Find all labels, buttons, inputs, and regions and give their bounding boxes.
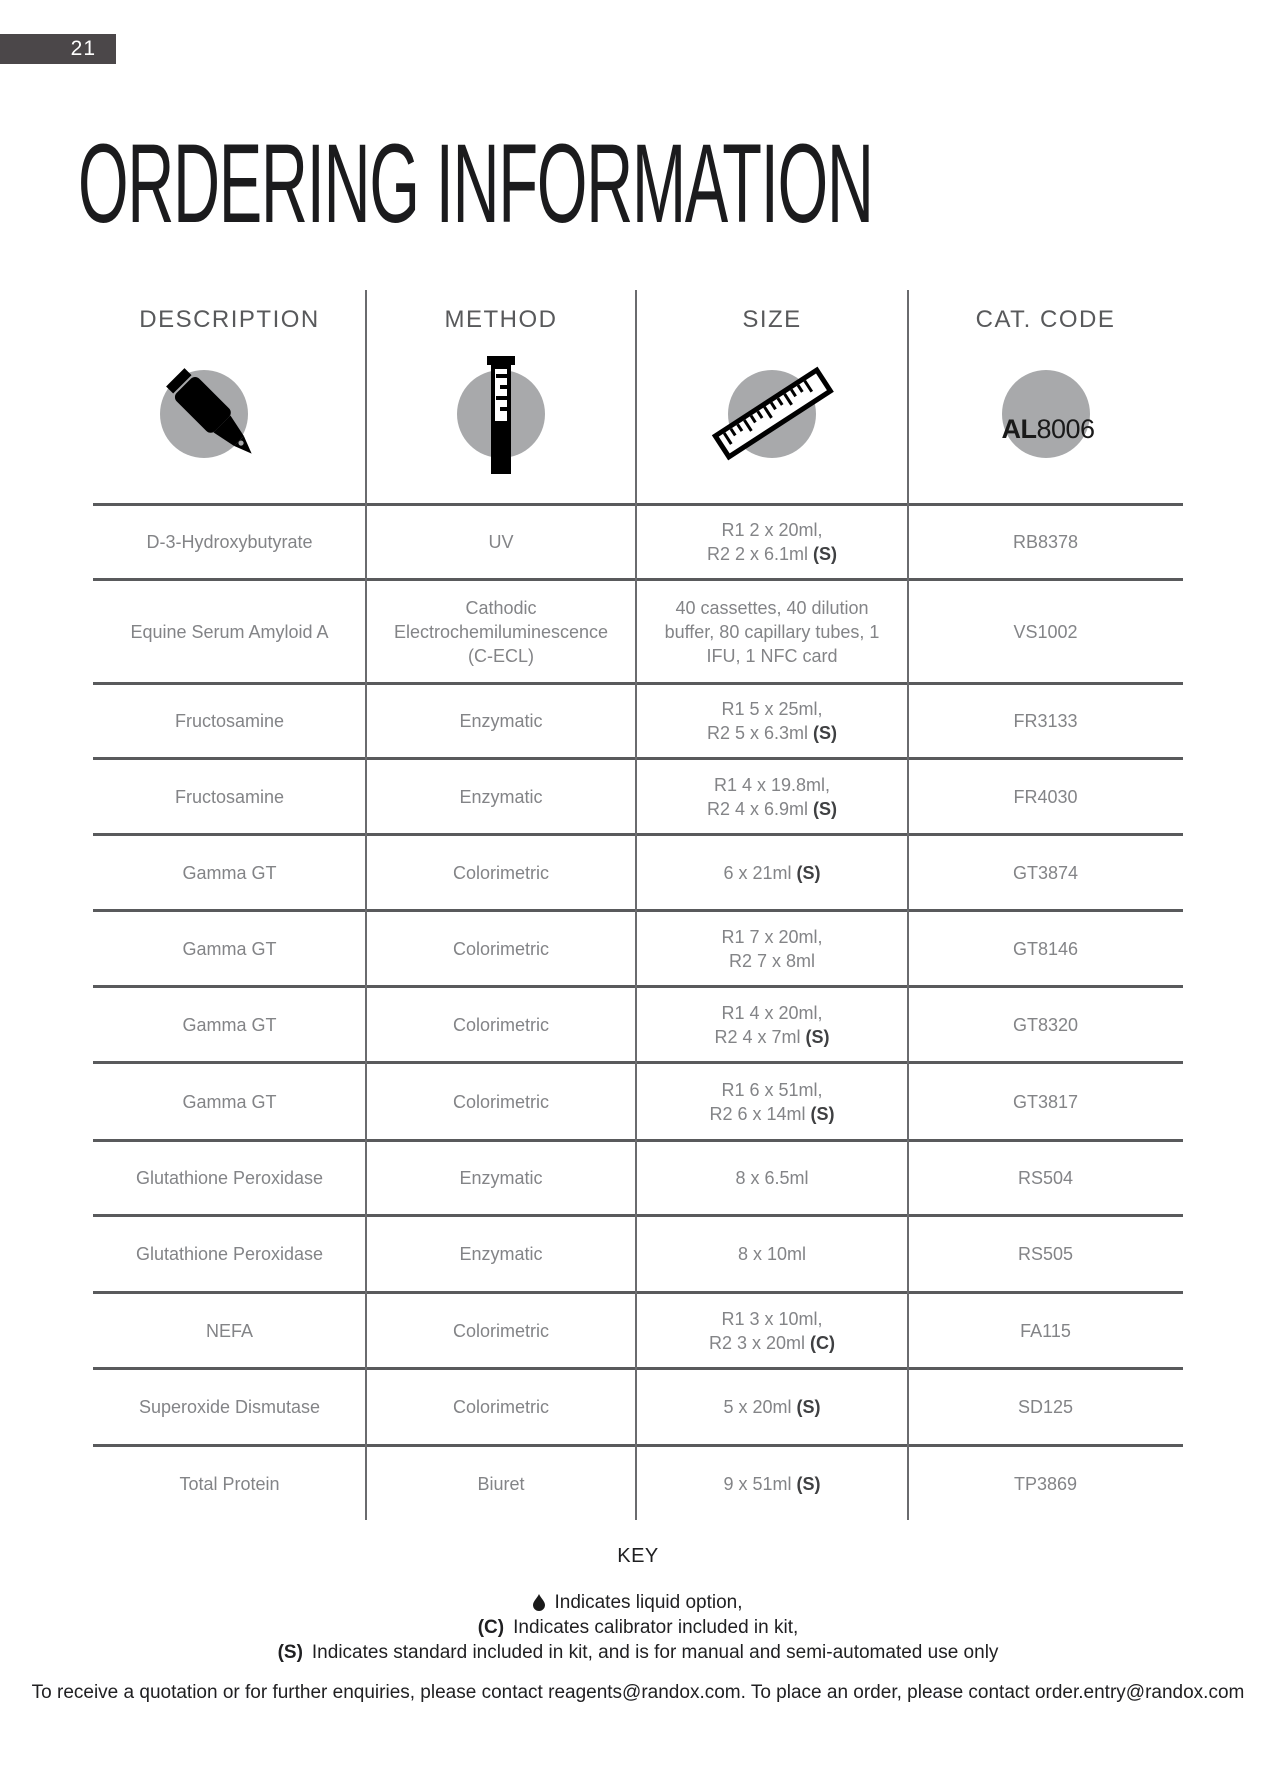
size-cell-text: 40 cassettes, 40 dilution buffer, 80 capillary tubes, 1 IFU, 1 NFC card xyxy=(664,597,880,666)
method-cell-text: UV xyxy=(488,532,514,552)
cat-code-cell xyxy=(908,581,1183,682)
method-cell-text: Cathodic Electrochemiluminescence (C-ECL) xyxy=(393,597,609,666)
column-header-size xyxy=(636,290,908,503)
size-cell xyxy=(636,1447,908,1520)
column-header-label: DESCRIPTION xyxy=(139,306,320,333)
description-cell-text: Gamma GT xyxy=(182,1091,277,1112)
key-heading: KEY xyxy=(617,1545,659,1567)
description-cell-text: NEFA xyxy=(205,1320,253,1341)
cat-code-cell xyxy=(908,1294,1183,1367)
cat-code-cell-text: GT3874 xyxy=(1012,862,1079,883)
description-cell-text: Total Protein xyxy=(179,1473,280,1494)
test-tube-icon xyxy=(481,354,521,476)
cat-code-cell-text: FA115 xyxy=(1020,1320,1071,1341)
ruler-icon xyxy=(702,344,842,484)
description-cell-text: Gamma GT xyxy=(182,862,277,883)
column-header-icon xyxy=(160,370,248,458)
ordering-table xyxy=(93,290,1183,1520)
pen-icon xyxy=(152,354,282,484)
size-cell-text: 5 x 20ml (S) xyxy=(723,1397,821,1417)
method-cell xyxy=(366,506,636,578)
size-cell-text: R1 7 x 20ml, R2 7 x 8ml xyxy=(721,926,823,971)
marker-s: (S) xyxy=(796,1473,821,1494)
droplet-icon xyxy=(533,1594,545,1611)
size-cell xyxy=(636,1370,908,1444)
method-cell-text: Colorimetric xyxy=(452,1091,549,1112)
page-number-bar xyxy=(0,34,116,64)
description-cell-text: Glutathione Peroxidase xyxy=(135,1244,324,1264)
size-cell-text: R1 5 x 25ml, R2 5 x 6.3ml (S) xyxy=(706,699,838,743)
method-cell xyxy=(366,760,636,833)
cat-code-cell xyxy=(908,836,1183,909)
cat-code-cell xyxy=(908,1064,1183,1139)
method-cell xyxy=(366,1142,636,1214)
marker-s: (S) xyxy=(810,1103,835,1124)
size-cell-text: R1 6 x 51ml, R2 6 x 14ml (S) xyxy=(709,1079,835,1124)
size-cell xyxy=(636,685,908,757)
method-cell xyxy=(366,1217,636,1291)
marker-s: (S) xyxy=(796,1397,821,1417)
method-cell-text: Enzymatic xyxy=(459,1168,543,1188)
key-text: Indicates liquid option, xyxy=(554,1592,743,1613)
method-cell xyxy=(366,1447,636,1520)
table-body xyxy=(93,503,1183,1520)
key-section xyxy=(0,1545,1276,1665)
method-cell-text: Colorimetric xyxy=(452,862,549,883)
table-header-row xyxy=(93,290,1183,503)
table-row xyxy=(93,909,1183,985)
description-cell xyxy=(93,1217,366,1291)
description-cell xyxy=(93,836,366,909)
marker-s: (S) xyxy=(813,798,838,819)
cat-code-cell-text: GT8146 xyxy=(1012,938,1079,959)
marker-s: (S) xyxy=(813,544,838,564)
key-item xyxy=(0,1640,1276,1665)
table-row xyxy=(93,1214,1183,1291)
description-cell-text: Fructosamine xyxy=(174,711,285,731)
page-number: 21 xyxy=(70,37,96,60)
cat-code-cell xyxy=(908,1370,1183,1444)
method-cell-text: Colorimetric xyxy=(452,938,549,959)
method-cell-text: Colorimetric xyxy=(452,1397,549,1417)
size-cell-text: R1 4 x 20ml, R2 4 x 7ml (S) xyxy=(714,1002,830,1047)
table-row xyxy=(93,757,1183,833)
key-marker: (C) xyxy=(477,1617,505,1638)
sample-cat-code-number: 8006 xyxy=(1036,414,1095,444)
size-cell xyxy=(636,506,908,578)
description-cell xyxy=(93,506,366,578)
column-header-description xyxy=(93,290,366,503)
sample-cat-code xyxy=(1001,414,1095,445)
size-cell-text: R1 4 x 19.8ml, R2 4 x 6.9ml (S) xyxy=(706,774,838,819)
cat-code-cell-text: RB8378 xyxy=(1012,532,1079,552)
description-cell xyxy=(93,1447,366,1520)
table-row xyxy=(93,1139,1183,1214)
description-cell-text: Gamma GT xyxy=(182,1014,277,1035)
size-cell xyxy=(636,1064,908,1139)
method-cell-text: Enzymatic xyxy=(459,786,543,807)
sample-cat-code-prefix: AL xyxy=(1001,414,1037,444)
marker-s: (S) xyxy=(805,1026,830,1047)
description-cell xyxy=(93,760,366,833)
page-title: ORDERING INFORMATION xyxy=(78,121,873,246)
table-row xyxy=(93,503,1183,578)
description-cell-text: Equine Serum Amyloid A xyxy=(130,621,329,642)
method-cell xyxy=(366,581,636,682)
cat-code-cell xyxy=(908,1142,1183,1214)
cat-code-cell xyxy=(908,912,1183,985)
cat-code-cell-text: SD125 xyxy=(1017,1397,1074,1417)
marker-s: (S) xyxy=(813,723,838,743)
table-row xyxy=(93,833,1183,909)
column-header-icon xyxy=(1001,370,1095,458)
table-row xyxy=(93,1367,1183,1444)
marker-s: (S) xyxy=(796,862,821,883)
size-cell xyxy=(636,581,908,682)
cat-code-cell-text: VS1002 xyxy=(1013,621,1078,642)
size-cell xyxy=(636,1294,908,1367)
description-cell xyxy=(93,685,366,757)
footer-contact: To receive a quotation or for further enquiries, please contact reagents@randox.com. To place an order, please contact order.entry@randox.com xyxy=(31,1682,1245,1703)
cat-code-cell-text: TP3869 xyxy=(1013,1473,1078,1494)
size-cell-text: 9 x 51ml (S) xyxy=(723,1473,821,1494)
method-cell xyxy=(366,988,636,1061)
key-text: Indicates calibrator included in kit, xyxy=(513,1617,799,1638)
table-row xyxy=(93,1061,1183,1139)
size-cell-text: 8 x 6.5ml xyxy=(735,1168,809,1188)
column-header-icon xyxy=(457,370,545,458)
key-items xyxy=(0,1590,1276,1665)
description-cell xyxy=(93,1142,366,1214)
cat-code-cell-text: GT8320 xyxy=(1012,1014,1079,1035)
method-cell-text: Enzymatic xyxy=(459,711,543,731)
method-cell xyxy=(366,685,636,757)
cat-code-cell-text: RS504 xyxy=(1017,1168,1074,1188)
size-cell-text: R1 2 x 20ml, R2 2 x 6.1ml (S) xyxy=(706,520,838,564)
description-cell-text: Glutathione Peroxidase xyxy=(135,1168,324,1188)
cat-code-cell-text: GT3817 xyxy=(1012,1091,1079,1112)
description-cell xyxy=(93,1064,366,1139)
cat-code-cell xyxy=(908,760,1183,833)
method-cell-text: Enzymatic xyxy=(459,1244,543,1264)
cat-code-cell-text: FR3133 xyxy=(1013,711,1078,731)
column-header-method xyxy=(366,290,636,503)
description-cell-text: D-3-Hydroxybutyrate xyxy=(146,532,313,552)
size-cell xyxy=(636,988,908,1061)
size-cell xyxy=(636,1142,908,1214)
marker-c: (C) xyxy=(810,1332,836,1353)
cat-code-cell-text: FR4030 xyxy=(1013,786,1078,807)
cat-code-cell xyxy=(908,1447,1183,1520)
size-cell xyxy=(636,760,908,833)
table-row xyxy=(93,682,1183,757)
column-header-label: METHOD xyxy=(444,306,558,333)
description-cell xyxy=(93,1294,366,1367)
description-cell xyxy=(93,988,366,1061)
description-cell xyxy=(93,912,366,985)
method-cell xyxy=(366,1064,636,1139)
description-cell-text: Fructosamine xyxy=(174,786,285,807)
description-cell xyxy=(93,1370,366,1444)
key-item xyxy=(0,1590,1276,1615)
table-row xyxy=(93,1444,1183,1520)
table-row xyxy=(93,578,1183,682)
size-cell-text: 6 x 21ml (S) xyxy=(723,862,821,883)
method-cell xyxy=(366,912,636,985)
cat-code-cell xyxy=(908,685,1183,757)
method-cell-text: Colorimetric xyxy=(452,1014,549,1035)
cat-code-cell xyxy=(908,1217,1183,1291)
cat-code-cell xyxy=(908,506,1183,578)
column-header-label: CAT. CODE xyxy=(975,306,1116,333)
column-header-label: SIZE xyxy=(742,306,802,333)
key-marker: (S) xyxy=(277,1642,303,1663)
size-cell xyxy=(636,912,908,985)
size-cell-text: 8 x 10ml xyxy=(737,1244,807,1264)
description-cell-text: Gamma GT xyxy=(182,938,277,959)
method-cell-text: Biuret xyxy=(477,1473,525,1494)
size-cell xyxy=(636,836,908,909)
table-row xyxy=(93,1291,1183,1367)
cat-code-cell-text: RS505 xyxy=(1017,1244,1074,1264)
description-cell-text: Superoxide Dismutase xyxy=(138,1397,321,1417)
key-item xyxy=(0,1615,1276,1640)
method-cell xyxy=(366,1294,636,1367)
column-header-cat-code xyxy=(908,290,1183,503)
size-cell-text: R1 3 x 10ml, R2 3 x 20ml (C) xyxy=(708,1308,836,1353)
key-text: Indicates standard included in kit, and is for manual and semi-automated use only xyxy=(311,1642,999,1663)
method-cell-text: Colorimetric xyxy=(452,1320,549,1341)
description-cell xyxy=(93,581,366,682)
method-cell xyxy=(366,1370,636,1444)
column-header-icon xyxy=(728,370,816,458)
method-cell xyxy=(366,836,636,909)
table-row xyxy=(93,985,1183,1061)
cat-code-cell xyxy=(908,988,1183,1061)
size-cell xyxy=(636,1217,908,1291)
